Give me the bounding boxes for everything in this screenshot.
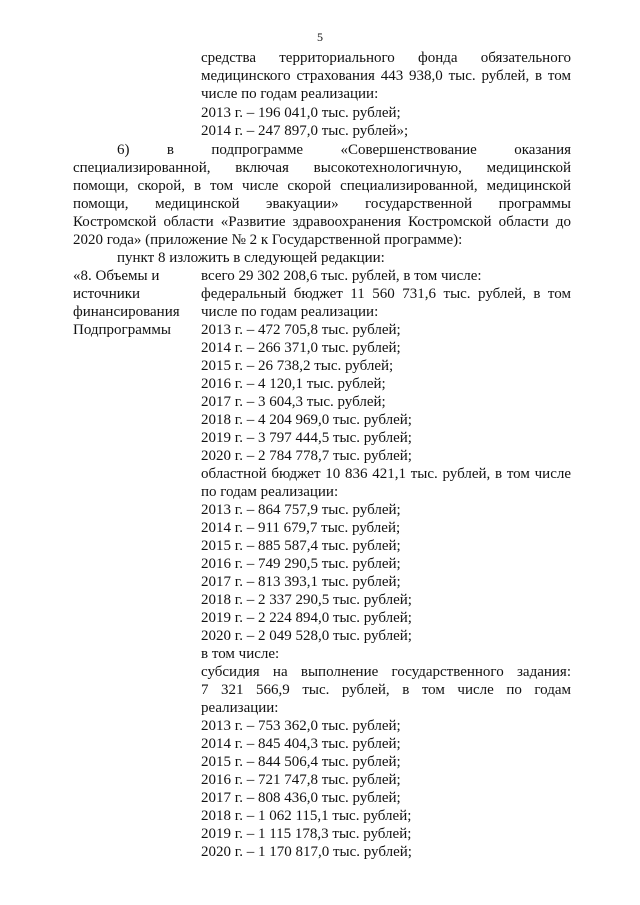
table-value-line: областной бюджет 10 836 421,1 тыс. рублей, в том числе xyxy=(201,466,571,482)
table-value-line: 2016 г. – 4 120,1 тыс. рублей; xyxy=(201,376,386,392)
item6-line: помощи, скорой, в том числе скорой специализированной, медицинской xyxy=(73,178,571,194)
table-value-line: федеральный бюджет 11 560 731,6 тыс. рублей, в том xyxy=(201,286,571,302)
intro-line: средства территориального фонда обязательного xyxy=(201,50,571,66)
table-value-line: 2019 г. – 3 797 444,5 тыс. рублей; xyxy=(201,430,412,446)
table-value-line: 2015 г. – 26 738,2 тыс. рублей; xyxy=(201,358,394,374)
item6-line: специализированной, включая высокотехнологичную, медицинской xyxy=(73,160,571,176)
table-value-line: 2013 г. – 864 757,9 тыс. рублей; xyxy=(201,502,401,518)
table-value-line: 2018 г. – 4 204 969,0 тыс. рублей; xyxy=(201,412,412,428)
table-value-line: 2017 г. – 3 604,3 тыс. рублей; xyxy=(201,394,386,410)
table-value-line: 7 321 566,9 тыс. рублей, в том числе по годам xyxy=(201,682,571,698)
table-value-line: 2019 г. – 1 115 178,3 тыс. рублей; xyxy=(201,826,412,842)
table-value-line: субсидия на выполнение государственного задания: xyxy=(201,664,571,680)
table-value-line: реализации: xyxy=(201,700,279,716)
table-label-line: Подпрограммы xyxy=(73,322,171,338)
table-value-line: 2017 г. – 813 393,1 тыс. рублей; xyxy=(201,574,401,590)
table-value-line: 2016 г. – 749 290,5 тыс. рублей; xyxy=(201,556,401,572)
table-label-line: финансирования xyxy=(73,304,180,320)
table-value-line: 2015 г. – 885 587,4 тыс. рублей; xyxy=(201,538,401,554)
intro-line: числе по годам реализации: xyxy=(201,86,379,102)
item6-line: 2020 года» (приложение № 2 к Государственной программе): xyxy=(73,232,463,248)
item6-line: помощи, медицинской эвакуации» государственной программы xyxy=(73,196,571,212)
table-value-line: 2016 г. – 721 747,8 тыс. рублей; xyxy=(201,772,401,788)
item6-line: 6) в подпрограмме «Совершенствование оказания xyxy=(117,142,571,158)
table-value-line: 2020 г. – 2 784 778,7 тыс. рублей; xyxy=(201,448,412,464)
table-value-line: 2014 г. – 845 404,3 тыс. рублей; xyxy=(201,736,401,752)
page-number: 5 xyxy=(317,30,323,44)
table-value-line: 2018 г. – 2 337 290,5 тыс. рублей; xyxy=(201,592,412,608)
table-value-line: числе по годам реализации: xyxy=(201,304,379,320)
table-value-line: 2017 г. – 808 436,0 тыс. рублей; xyxy=(201,790,401,806)
item6-line: пункт 8 изложить в следующей редакции: xyxy=(117,250,385,266)
table-value-line: 2020 г. – 1 170 817,0 тыс. рублей; xyxy=(201,844,412,860)
intro-line: 2014 г. – 247 897,0 тыс. рублей»; xyxy=(201,123,409,139)
table-value-line: 2014 г. – 911 679,7 тыс. рублей; xyxy=(201,520,401,536)
table-value-line: всего 29 302 208,6 тыс. рублей, в том числе: xyxy=(201,268,482,284)
table-value-line: 2019 г. – 2 224 894,0 тыс. рублей; xyxy=(201,610,412,626)
table-value-line: 2014 г. – 266 371,0 тыс. рублей; xyxy=(201,340,401,356)
table-value-line: по годам реализации: xyxy=(201,484,339,500)
intro-line: 2013 г. – 196 041,0 тыс. рублей; xyxy=(201,105,401,121)
table-value-line: в том числе: xyxy=(201,646,280,662)
table-value-line: 2013 г. – 472 705,8 тыс. рублей; xyxy=(201,322,401,338)
table-value-line: 2013 г. – 753 362,0 тыс. рублей; xyxy=(201,718,401,734)
table-value-line: 2020 г. – 2 049 528,0 тыс. рублей; xyxy=(201,628,412,644)
item6-line: Костромской области «Развитие здравоохранения Костромской области до xyxy=(73,214,571,230)
table-label-line: источники xyxy=(73,286,141,302)
intro-line: медицинского страхования 443 938,0 тыс. рублей, в том xyxy=(201,68,571,84)
table-value-line: 2018 г. – 1 062 115,1 тыс. рублей; xyxy=(201,808,412,824)
table-value-line: 2015 г. – 844 506,4 тыс. рублей; xyxy=(201,754,401,770)
table-label-line: «8. Объемы и xyxy=(73,268,160,284)
